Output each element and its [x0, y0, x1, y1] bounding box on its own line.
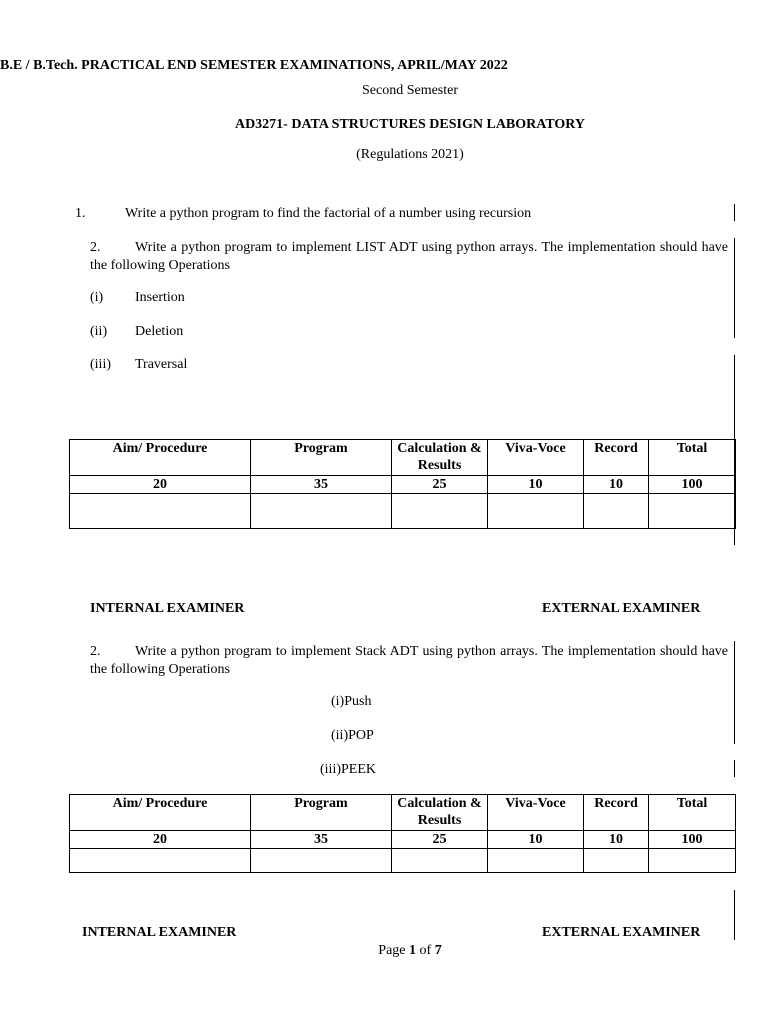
- header-total: Total: [649, 795, 736, 831]
- header-viva-voce: Viva-Voce: [488, 440, 584, 476]
- page-footer: [0, 943, 768, 959]
- question-2-list: [90, 239, 728, 275]
- header-viva-voce: Viva-Voce: [488, 795, 584, 831]
- list-op-1-label: Insertion: [135, 290, 185, 305]
- header-calculation-results: Calculation & Results: [392, 440, 488, 476]
- entry-cell[interactable]: [488, 849, 584, 873]
- course-title: AD3271- DATA STRUCTURES DESIGN LABORATORY: [234, 117, 586, 132]
- question-2-list-number: 2.: [90, 240, 101, 255]
- entry-cell[interactable]: [649, 494, 736, 529]
- header-record: Record: [584, 795, 649, 831]
- value-record: 10: [584, 476, 649, 494]
- question-2-list-text: Write a python program to implement LIST ADT using python arrays. The implementation should have the following Operations: [90, 240, 728, 273]
- entry-cell[interactable]: [251, 849, 392, 873]
- external-examiner-2: EXTERNAL EXAMINER: [542, 925, 701, 940]
- question-1-text: Write a python program to find the factorial of a number using recursion: [125, 206, 532, 221]
- list-op-3: [90, 357, 187, 373]
- value-aim-procedure: 20: [70, 476, 251, 494]
- header-record: Record: [584, 440, 649, 476]
- value-program: 35: [251, 476, 392, 494]
- list-op-3-label: Traversal: [135, 357, 188, 372]
- value-aim-procedure: 20: [70, 831, 251, 849]
- marks-table-2-value-row: [70, 831, 736, 849]
- entry-cell[interactable]: [251, 494, 392, 529]
- entry-cell[interactable]: [488, 494, 584, 529]
- value-viva-voce: 10: [488, 476, 584, 494]
- page-total: 7: [434, 943, 442, 958]
- header-program: Program: [251, 440, 392, 476]
- entry-cell[interactable]: [584, 849, 649, 873]
- value-record: 10: [584, 831, 649, 849]
- value-calculation-results: 25: [392, 831, 488, 849]
- regulations: (Regulations 2021): [356, 147, 464, 162]
- question-2-stack-text: Write a python program to implement Stack ADT using python arrays. The implementation should have the following Operations: [90, 644, 728, 677]
- header-program: Program: [251, 795, 392, 831]
- internal-examiner-2: INTERNAL EXAMINER: [82, 925, 237, 940]
- stack-op-pop: (ii)POP: [331, 728, 374, 743]
- marks-table-1: [69, 439, 736, 529]
- entry-cell[interactable]: [649, 849, 736, 873]
- marks-table-1-value-row: [70, 476, 736, 494]
- value-calculation-results: 25: [392, 476, 488, 494]
- entry-cell[interactable]: [70, 494, 251, 529]
- list-op-2-label: Deletion: [135, 324, 184, 339]
- value-total: 100: [649, 831, 736, 849]
- header-calculation-results: Calculation & Results: [392, 795, 488, 831]
- header-aim-procedure: Aim/ Procedure: [70, 795, 251, 831]
- marks-table-2-entry-row: [70, 849, 736, 873]
- header-aim-procedure: Aim/ Procedure: [70, 440, 251, 476]
- page-word: Page: [378, 943, 406, 958]
- margin-bar: [734, 641, 735, 744]
- external-examiner-1: EXTERNAL EXAMINER: [542, 601, 701, 616]
- stack-op-push: (i)Push: [331, 694, 372, 709]
- margin-bar: [734, 238, 735, 338]
- list-op-2-number: (ii): [90, 324, 108, 339]
- list-op-1: [90, 290, 185, 306]
- exam-title: B.E / B.Tech. PRACTICAL END SEMESTER EXAMINATIONS, APRIL/MAY 2022: [0, 58, 508, 73]
- marks-table-1-entry-row: [70, 494, 736, 529]
- question-1: [75, 206, 531, 222]
- page-number: 1: [409, 943, 417, 958]
- entry-cell[interactable]: [392, 849, 488, 873]
- marks-table-1-header-row: [70, 440, 736, 476]
- margin-bar: [734, 890, 735, 940]
- of-word: of: [419, 943, 432, 958]
- value-total: 100: [649, 476, 736, 494]
- value-viva-voce: 10: [488, 831, 584, 849]
- margin-bar: [734, 760, 735, 777]
- stack-op-peek: (iii)PEEK: [320, 762, 376, 777]
- entry-cell[interactable]: [70, 849, 251, 873]
- header-total: Total: [649, 440, 736, 476]
- internal-examiner-1: INTERNAL EXAMINER: [90, 601, 245, 616]
- list-op-3-number: (iii): [90, 357, 111, 372]
- marks-table-2: [69, 794, 736, 873]
- value-program: 35: [251, 831, 392, 849]
- question-2-stack-number: 2.: [90, 644, 101, 659]
- margin-bar: [734, 204, 735, 221]
- semester: Second Semester: [361, 83, 459, 98]
- marks-table-2-header-row: [70, 795, 736, 831]
- list-op-2: [90, 324, 183, 340]
- list-op-1-number: (i): [90, 290, 104, 305]
- question-1-number: 1.: [75, 206, 86, 221]
- question-2-stack: [90, 643, 728, 679]
- entry-cell[interactable]: [392, 494, 488, 529]
- entry-cell[interactable]: [584, 494, 649, 529]
